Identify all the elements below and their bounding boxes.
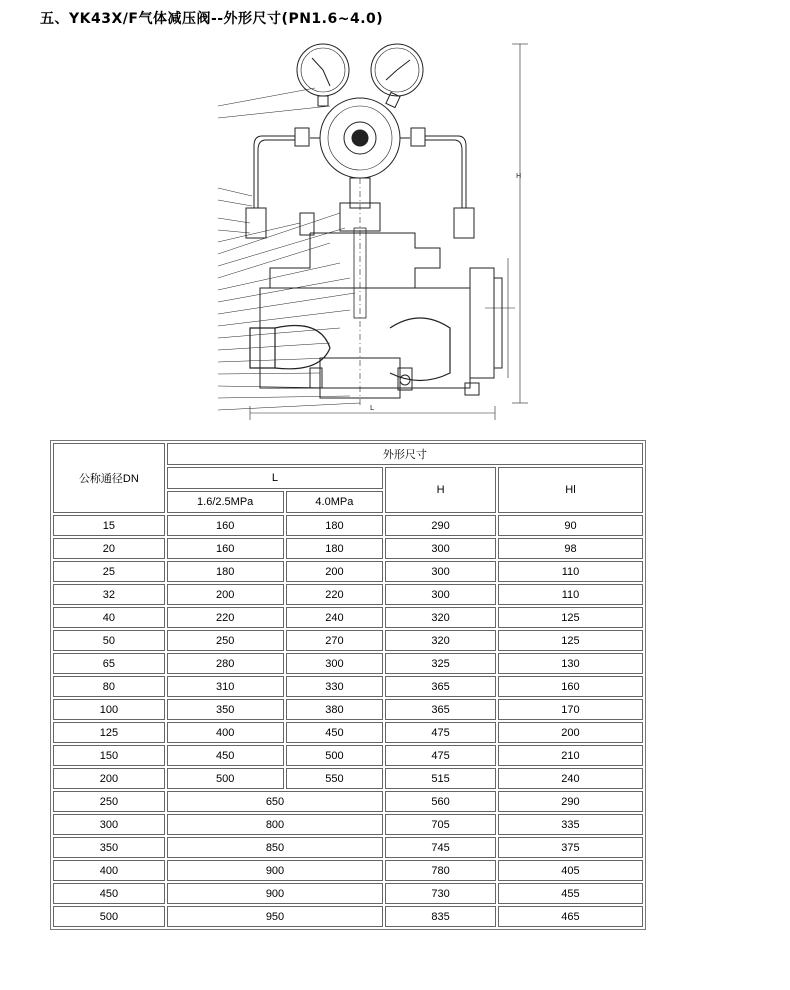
- cell-l: 900: [167, 860, 383, 881]
- page-title: 五、YK43X/F气体减压阀--外形尺寸(PN1.6~4.0): [40, 11, 384, 27]
- table-header-row: [53, 443, 643, 465]
- table-row: [53, 722, 643, 743]
- cell-l-high: 220: [286, 584, 384, 605]
- right-pressure-gauge: [371, 44, 423, 108]
- cell-h: 320: [385, 607, 496, 628]
- cell-h1: 90: [498, 515, 643, 536]
- cell-dn: 250: [53, 791, 165, 812]
- cell-dn: 500: [53, 906, 165, 927]
- cell-dn: 20: [53, 538, 165, 559]
- dimension-table: [50, 440, 646, 930]
- signal-tubes: [254, 136, 466, 208]
- header-dn: 公称通径DN: [53, 443, 165, 513]
- dimension-lines: [250, 44, 528, 420]
- cell-h: 300: [385, 584, 496, 605]
- cell-h: 365: [385, 699, 496, 720]
- cell-h: 560: [385, 791, 496, 812]
- cell-h: 730: [385, 883, 496, 904]
- valve-drawing: [190, 28, 530, 428]
- cell-h: 300: [385, 538, 496, 559]
- cell-h1: 335: [498, 814, 643, 835]
- cell-dn: 32: [53, 584, 165, 605]
- cell-dn: 65: [53, 653, 165, 674]
- table-row: [53, 653, 643, 674]
- cell-h: 300: [385, 561, 496, 582]
- table-row: [53, 584, 643, 605]
- pilot-regulator: [295, 98, 425, 178]
- cell-h1: 125: [498, 607, 643, 628]
- cell-h1: 130: [498, 653, 643, 674]
- cell-h1: 465: [498, 906, 643, 927]
- cell-h1: 110: [498, 584, 643, 605]
- cell-l-high: 180: [286, 515, 384, 536]
- header-l: L: [167, 467, 383, 489]
- table-row: [53, 883, 643, 904]
- cell-l-high: 450: [286, 722, 384, 743]
- table-row: [53, 699, 643, 720]
- cell-l: 900: [167, 883, 383, 904]
- valve-stem: [340, 178, 380, 408]
- cell-h: 745: [385, 837, 496, 858]
- cell-l-low: 310: [167, 676, 284, 697]
- cell-h: 705: [385, 814, 496, 835]
- table-row: [53, 860, 643, 881]
- table-row: [53, 791, 643, 812]
- cell-l: 800: [167, 814, 383, 835]
- cell-l: 850: [167, 837, 383, 858]
- cell-dn: 400: [53, 860, 165, 881]
- cell-l-high: 270: [286, 630, 384, 651]
- cell-l-low: 500: [167, 768, 284, 789]
- cell-l-high: 500: [286, 745, 384, 766]
- dimension-table-body: [53, 443, 643, 927]
- cell-l: 950: [167, 906, 383, 927]
- table-row: [53, 745, 643, 766]
- table-row: [53, 906, 643, 927]
- cell-l-low: 400: [167, 722, 284, 743]
- header-h: H: [385, 467, 496, 513]
- cell-h1: 375: [498, 837, 643, 858]
- table-row: [53, 630, 643, 651]
- dimension-h-label: H: [516, 172, 522, 180]
- dimension-table-container: [50, 440, 646, 930]
- cell-h1: 455: [498, 883, 643, 904]
- cell-h: 290: [385, 515, 496, 536]
- cell-dn: 100: [53, 699, 165, 720]
- cell-dn: 25: [53, 561, 165, 582]
- cell-h1: 98: [498, 538, 643, 559]
- cell-h1: 290: [498, 791, 643, 812]
- cell-dn: 200: [53, 768, 165, 789]
- table-row: [53, 768, 643, 789]
- cell-l-low: 220: [167, 607, 284, 628]
- cell-dn: 350: [53, 837, 165, 858]
- cell-dn: 50: [53, 630, 165, 651]
- cell-l-high: 380: [286, 699, 384, 720]
- cell-dn: 40: [53, 607, 165, 628]
- cell-h: 835: [385, 906, 496, 927]
- cell-dn: 450: [53, 883, 165, 904]
- cell-l: 650: [167, 791, 383, 812]
- dimension-l-label: L: [370, 404, 374, 412]
- table-row: [53, 676, 643, 697]
- cell-l-low: 280: [167, 653, 284, 674]
- cell-dn: 125: [53, 722, 165, 743]
- cell-l-high: 240: [286, 607, 384, 628]
- cell-h1: 240: [498, 768, 643, 789]
- cell-dn: 15: [53, 515, 165, 536]
- table-row: [53, 607, 643, 628]
- cell-h: 515: [385, 768, 496, 789]
- header-h1: Hl: [498, 467, 643, 513]
- cell-l-high: 330: [286, 676, 384, 697]
- table-row: [53, 814, 643, 835]
- cell-l-low: 160: [167, 538, 284, 559]
- table-row: [53, 837, 643, 858]
- cell-h: 320: [385, 630, 496, 651]
- cell-h: 475: [385, 745, 496, 766]
- cell-h: 475: [385, 722, 496, 743]
- cell-dn: 150: [53, 745, 165, 766]
- cell-dn: 80: [53, 676, 165, 697]
- cell-l-low: 160: [167, 515, 284, 536]
- cell-l-low: 200: [167, 584, 284, 605]
- header-l-high: 4.0MPa: [286, 491, 384, 513]
- cell-h: 365: [385, 676, 496, 697]
- cell-h1: 125: [498, 630, 643, 651]
- cell-l-high: 180: [286, 538, 384, 559]
- cell-l-high: 200: [286, 561, 384, 582]
- cell-h1: 160: [498, 676, 643, 697]
- cell-l-low: 180: [167, 561, 284, 582]
- header-group: 外形尺寸: [167, 443, 643, 465]
- cell-l-low: 250: [167, 630, 284, 651]
- cell-dn: 300: [53, 814, 165, 835]
- left-pressure-gauge: [297, 44, 349, 106]
- cell-h: 325: [385, 653, 496, 674]
- header-l-low: 1.6/2.5MPa: [167, 491, 284, 513]
- cell-l-high: 550: [286, 768, 384, 789]
- cell-h1: 405: [498, 860, 643, 881]
- cell-h1: 200: [498, 722, 643, 743]
- cell-l-low: 350: [167, 699, 284, 720]
- table-row: [53, 561, 643, 582]
- cell-l-low: 450: [167, 745, 284, 766]
- cell-h: 780: [385, 860, 496, 881]
- cell-h1: 170: [498, 699, 643, 720]
- table-row: [53, 538, 643, 559]
- cell-l-high: 300: [286, 653, 384, 674]
- cell-h1: 110: [498, 561, 643, 582]
- cell-h1: 210: [498, 745, 643, 766]
- table-row: [53, 515, 643, 536]
